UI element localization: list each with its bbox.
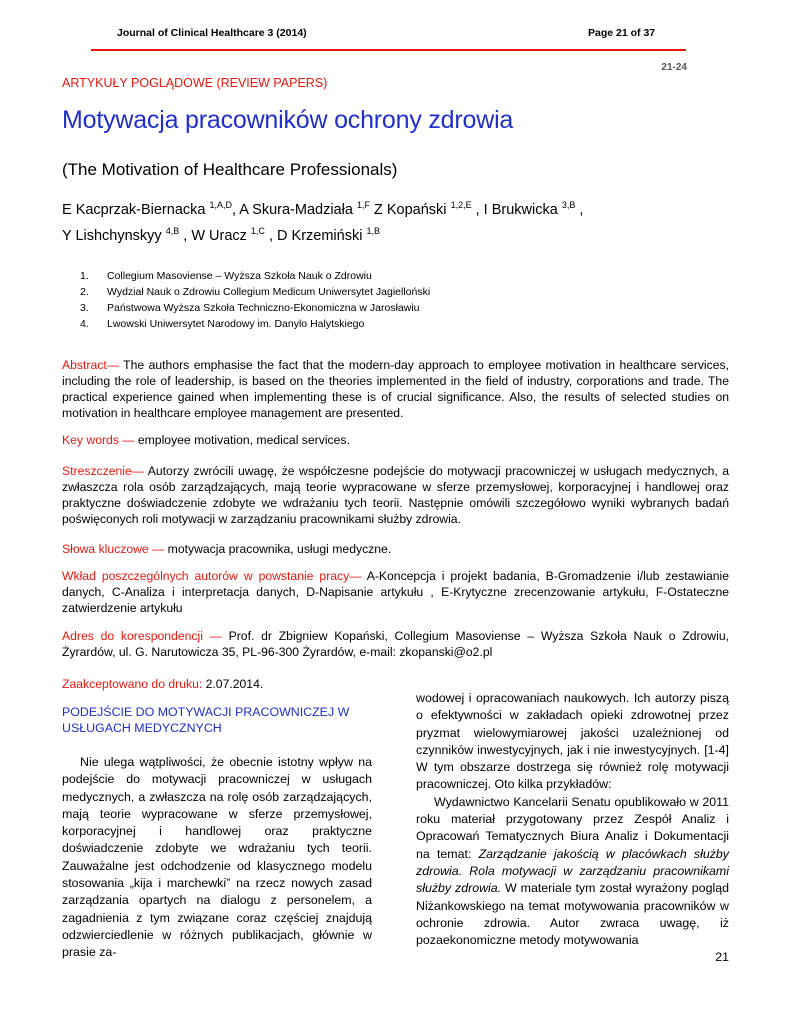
author: D Krzemiński xyxy=(277,227,367,244)
correspondence-text: Prof. dr Zbigniew Kopański, Collegium Masoviense – Wyższa Szkoła Nauk o Zdrowiu, Żyrardów, ul. G. Narutowicza 35, PL-96-300 Żyrardów, e-mail: zkopanski@o2.pl xyxy=(62,629,729,659)
keywords-text: employee motivation, medical services. xyxy=(134,433,350,447)
author: Y Lishchynskyy xyxy=(62,227,166,244)
author: A Skura-Madziała xyxy=(239,201,357,218)
affiliation-item xyxy=(80,302,420,314)
author: E Kacprzak-Biernacka xyxy=(62,201,210,218)
author-sup: 1,A,D xyxy=(209,200,232,210)
abstract-text: The authors emphasise the fact that the modern-day approach to employee motivation in healthcare services, including the role of leadership, is based on the theories implemented in the field of industry, corporations and trade. The practical experience gained when implementing these is of crucial significance. Also, the results of selected studies on motivation in healthcare employee management are presented. xyxy=(62,358,729,420)
author: I Brukwicka xyxy=(483,201,562,218)
affiliation-text: Collegium Masoviense – Wyższa Szkoła Nauk o Zdrowiu xyxy=(107,270,372,282)
body-right-paragraph-1: wodowej i opracowaniach naukowych. Ich autorzy piszą o efektywności w zakładach opieki zdrowotnej przez pryzmat wielowymiarowej jakości uzależnionej od czynników inwestycyjnych, jak i nie inwestycyjnych. [1-4] W tym obszarze dostrzega się również rolę motywacji pracowniczej. Oto kilka przykładów: xyxy=(416,691,729,792)
authors-line-2 xyxy=(62,226,380,244)
author-sep: , xyxy=(471,201,484,218)
author: Z Kopański xyxy=(373,201,451,218)
paragraph-text: W materiale tym został wyrażony pogląd Niżankowskiego na temat motywowania pracowników w ochronie zdrowia. Autor zwraca uwagę, iż pozaekonomiczne metody motywowania xyxy=(416,881,730,948)
abstract-paragraph xyxy=(62,357,729,421)
contribution-text: A-Koncepcja i projekt badania, B-Gromadzenie i/lub zestawianie danych, C-Analiza i interpretacja danych, D-Napisanie artykułu , E-Krytyczne zrecenzowanie artykułu, F-Ostateczne zatwierdzenie artykułu xyxy=(62,569,729,615)
affiliation-number: 1. xyxy=(80,270,89,282)
affiliation-number: 2. xyxy=(80,286,89,298)
author-sep: , xyxy=(179,227,192,244)
author-sup: 1,B xyxy=(366,226,380,236)
article-title: Motywacja pracowników ochrony zdrowia xyxy=(62,106,514,134)
author-sep: , xyxy=(232,201,240,218)
author-contribution-paragraph xyxy=(62,568,729,616)
streszczenie-text: Autorzy zwrócili uwagę, że współczesne podejście do motywacji pracowniczej w usługach medycznych, a zwłaszcza rola osób zarządzających, mają teorie wypracowane w sferze przemysłowej, korporacyjnej i handlowej oraz praktyczne doświadczenie zdobyte we wdrażaniu tych teorii. Następnie omówili szczegółowo wyniki wybranych badań poświęconych roli motywacji w zarządzaniu pracownikami służby zdrowia. xyxy=(62,464,729,526)
section-label: ARTYKUŁY POGLĄDOWE (REVIEW PAPERS) xyxy=(62,76,328,90)
body-right-paragraph-2 xyxy=(416,794,729,950)
body-right-column xyxy=(416,690,729,949)
author-sup: 1,C xyxy=(250,226,265,236)
journal-header: Journal of Clinical Healthcare 3 (2014) xyxy=(117,27,307,39)
author-sup: 1,F xyxy=(356,200,370,210)
affiliation-text: Lwowski Uniwersytet Narodowy im. Danylo Halytskiego xyxy=(107,318,365,330)
page-code: 21-24 xyxy=(661,62,687,73)
author-sup: 1,2,E xyxy=(450,200,472,210)
correspondence-label: Adres do korespondencji — xyxy=(62,629,222,643)
streszczenie-paragraph xyxy=(62,463,729,527)
article-subtitle: (The Motivation of Healthcare Professionals) xyxy=(62,160,398,179)
affiliation-item xyxy=(80,270,372,282)
affiliation-number: 4. xyxy=(80,318,89,330)
slowa-text: motywacja pracownika, usługi medyczne. xyxy=(164,542,392,556)
page-number: 21 xyxy=(715,950,729,964)
authors-line-1 xyxy=(62,200,583,218)
paragraph-text: Wydawnictwo Kancelarii Senatu opublikowało w 2011 roku materiał przygotowany przez Zespół Analiz i Opracowań Tematycznych Biura Analiz i Dokumentacji na temat: xyxy=(416,794,729,861)
streszczenie-label: Streszczenie— xyxy=(62,464,144,478)
header-rule xyxy=(91,49,686,51)
author-sup: 3,B xyxy=(561,200,576,210)
accepted-date: 2.07.2014. xyxy=(202,677,264,691)
author: W Uracz xyxy=(191,227,251,244)
affiliation-text: Wydział Nauk o Zdrowiu Collegium Medicum Uniwersytet Jagielloński xyxy=(107,286,431,298)
accepted-label: Zaakceptowano do druku: xyxy=(62,677,203,691)
author-sep: , xyxy=(264,227,278,244)
slowa-kluczowe-paragraph xyxy=(62,541,729,557)
affiliation-text: Państwowa Wyższa Szkoła Techniczno-Ekonomiczna w Jarosławiu xyxy=(107,302,420,314)
abstract-label: Abstract— xyxy=(62,358,119,372)
section-heading: PODEJŚCIE DO MOTYWACJI PRACOWNICZEJ W USŁUGACH MEDYCZNYCH xyxy=(62,705,350,735)
correspondence-paragraph xyxy=(62,628,729,660)
body-left-paragraph: Nie ulega wątpliwości, że obecnie istotny wpływ na podejście do motywacji pracowniczej w usługach medycznych, a zwłaszcza na rolę osób zarządzających, mają teorie wypracowane w sferze przemysłowej, korporacyjnej i handlowej oraz praktyczne doświadczenie zdobyte we wdrażaniu tych teorii. Zauważalne jest odchodzenie od klasycznego modelu stosowania „kija i marchewki” na rzecz nowych zasad zarządzania opartych na dialogu z personelem, a zagadnienia z tym związane coraz częściej znajdują odzwierciedlenie w różnych publikacjach, głównie w prasie za- xyxy=(62,755,372,960)
author-sup: 4,B xyxy=(165,226,180,236)
cited-title: Zarządzanie jakością w placówkach służby zdrowia. Rola motywacji w zarządzaniu pracownikami służby zdrowia. xyxy=(416,846,729,896)
keywords-paragraph xyxy=(62,432,729,448)
author-sep: , xyxy=(575,201,584,218)
keywords-label: Key words — xyxy=(62,433,135,447)
affiliation-number: 3. xyxy=(80,302,89,314)
affiliation-item xyxy=(80,286,430,298)
page-of-label: Page 21 of 37 xyxy=(588,27,656,39)
affiliation-item xyxy=(80,318,364,330)
slowa-label: Słowa kluczowe — xyxy=(62,542,165,556)
contribution-label: Wkład poszczególnych autorów w powstanie pracy— xyxy=(62,569,362,583)
